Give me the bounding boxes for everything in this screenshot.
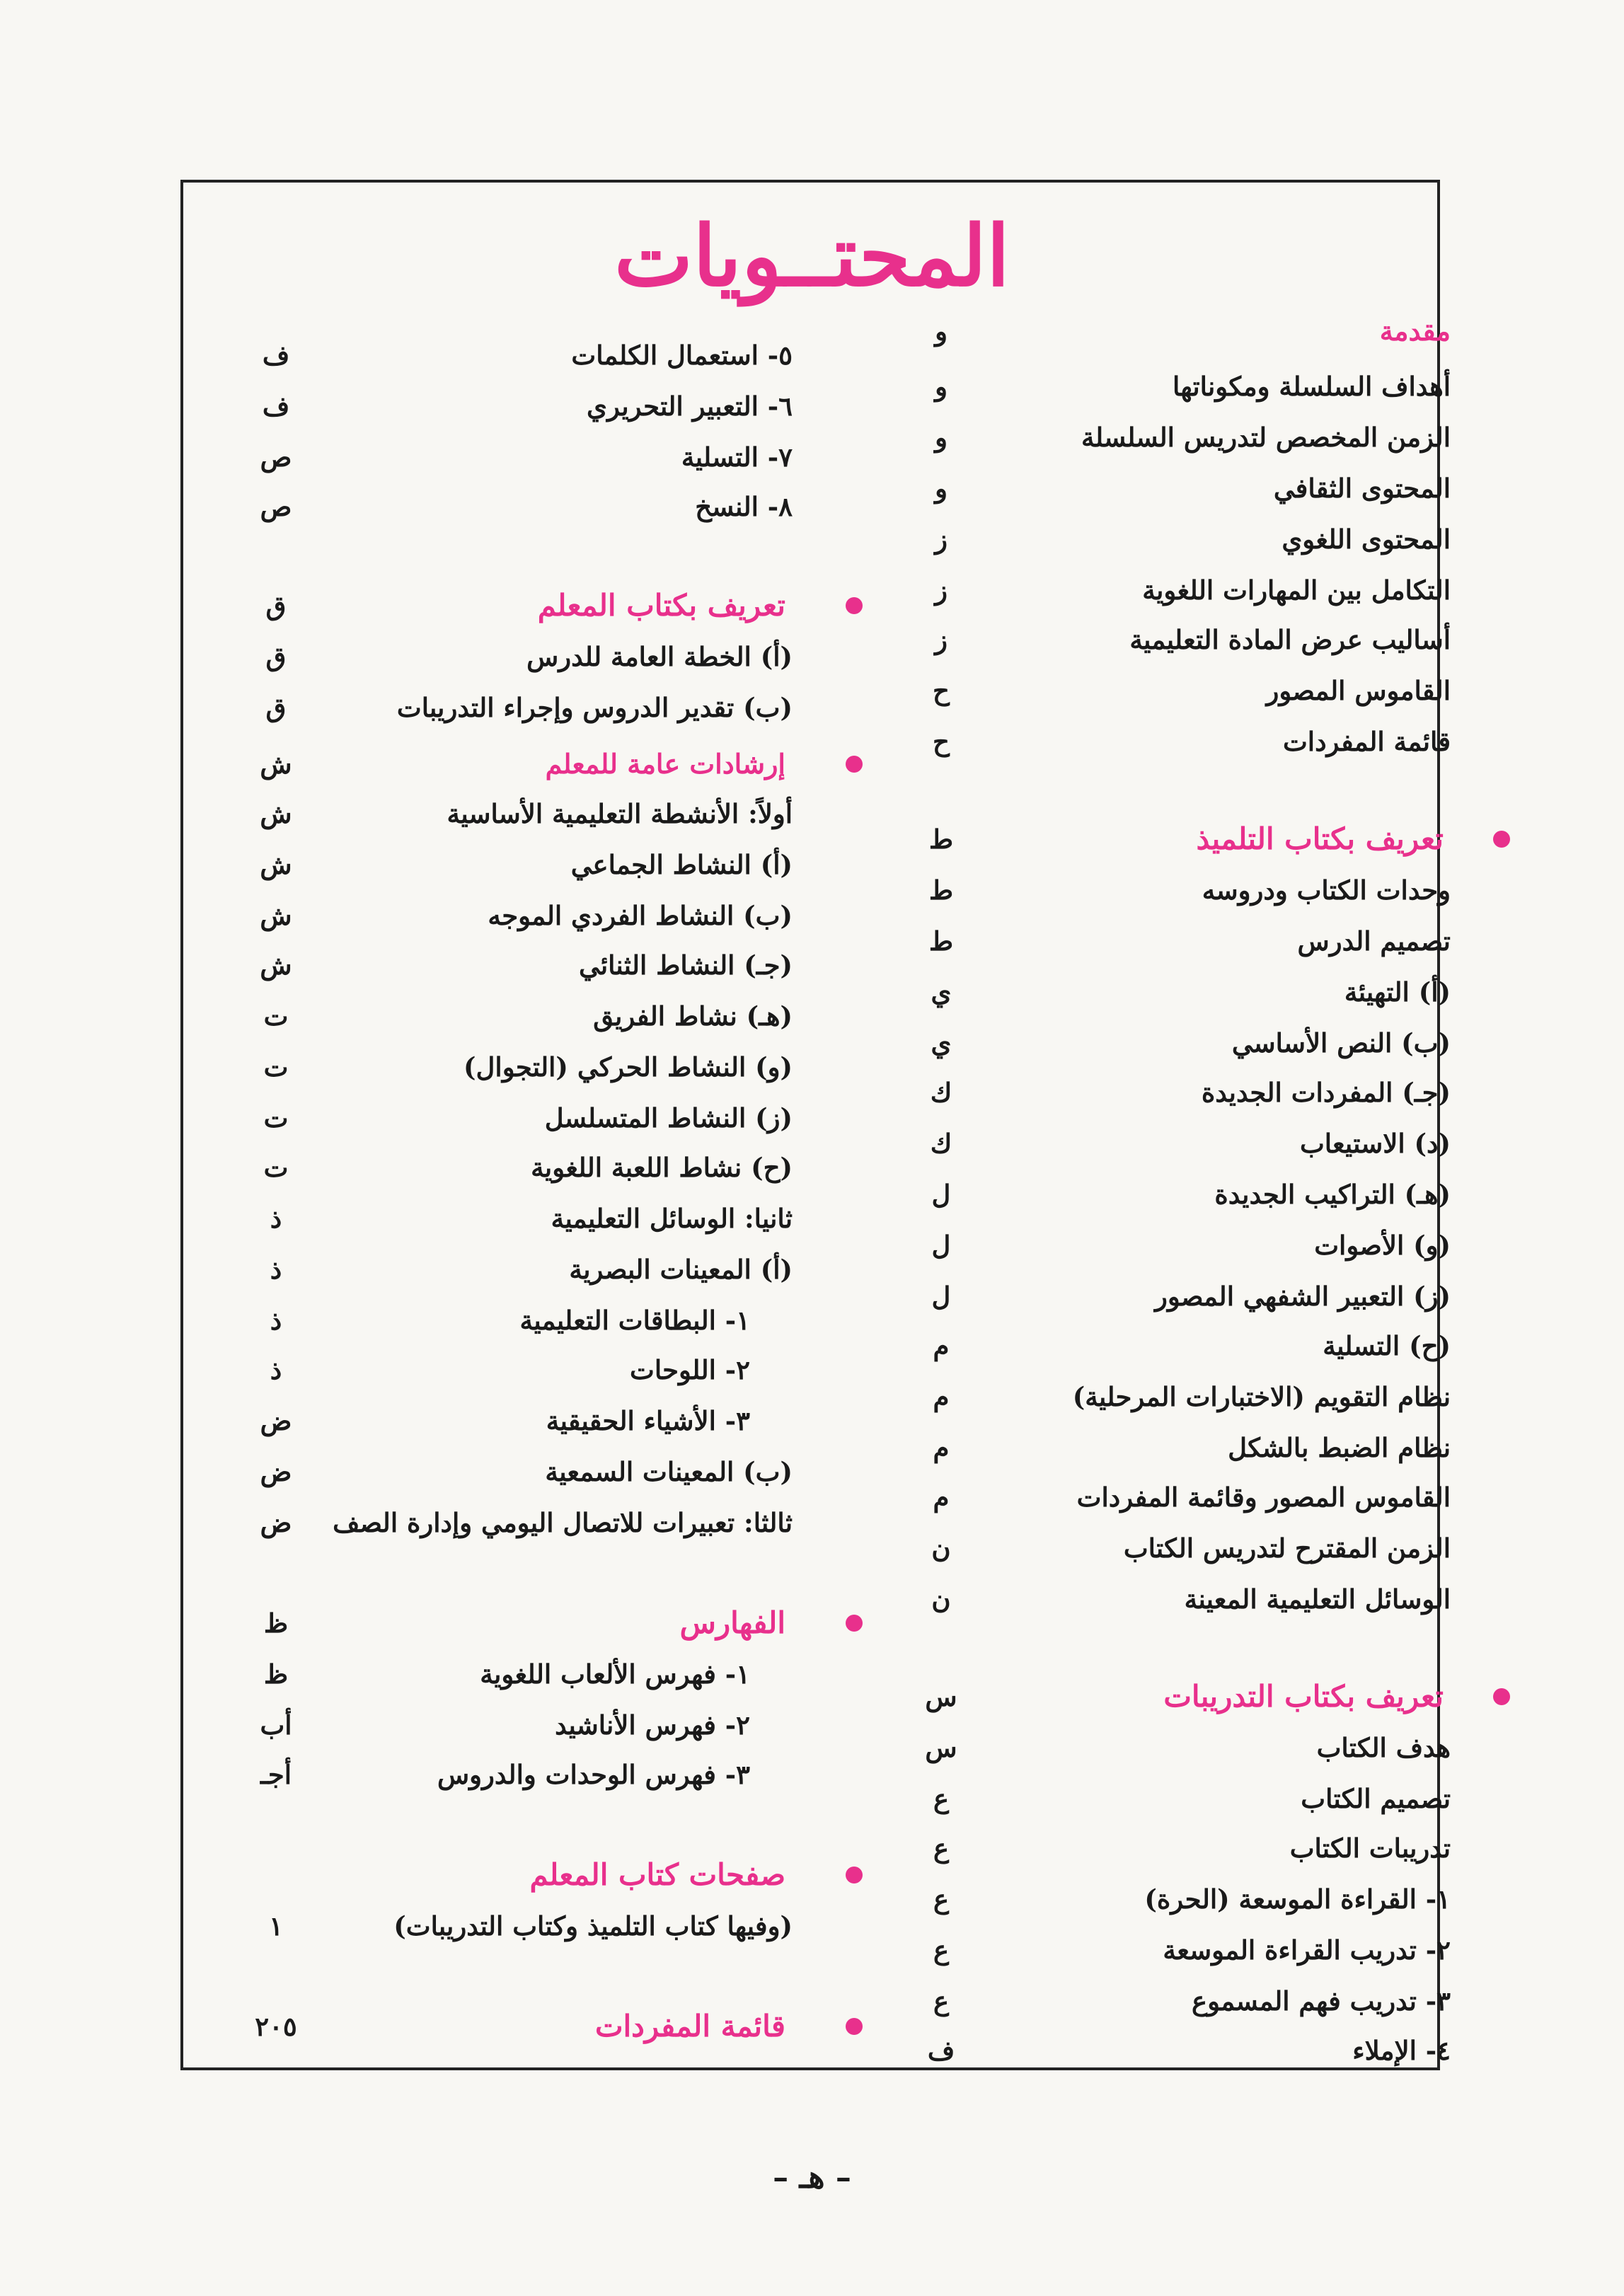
entry-title: ثالثا: تعبيرات للاتصال اليومي وإدارة الصف — [333, 1507, 793, 1538]
page-ref: ط — [928, 875, 954, 906]
page-ref: ت — [263, 1152, 289, 1183]
entry-title: الزمن المقترح لتدريس الكتاب — [1123, 1533, 1451, 1564]
entry-title: (جـ) المفردات الجديدة — [1201, 1077, 1451, 1108]
left-entry — [255, 481, 821, 532]
page-ref: ش — [260, 950, 292, 981]
entry-title: (هـ) نشاط الفريق — [593, 1000, 793, 1032]
page-ref: م — [933, 1482, 950, 1513]
left-entry — [255, 1649, 821, 1700]
page-ref: ل — [931, 1281, 951, 1312]
right-entry — [920, 565, 1458, 616]
right-entry — [920, 1169, 1458, 1220]
left-entry — [255, 1142, 821, 1193]
entry-title: صفحات كتاب المعلم — [529, 1857, 785, 1892]
right-entry — [920, 1874, 1458, 1925]
bullet-icon — [1493, 831, 1510, 848]
right-entry — [920, 1925, 1458, 1975]
entry-title: (جـ) النشاط الثنائي — [579, 950, 793, 981]
entry-title: تدريبات الكتاب — [1289, 1833, 1451, 1864]
right-entry — [920, 412, 1458, 463]
entry-title: تعريف بكتاب التلميذ — [1196, 821, 1444, 856]
right-entry — [920, 1271, 1458, 1322]
entry-title: الوسائل التعليمية المعينة — [1184, 1583, 1451, 1615]
entry-title: هدف الكتاب — [1316, 1732, 1451, 1763]
page-ref: ش — [260, 798, 292, 829]
entry-title: (ز) التعبير الشفهي المصور — [1154, 1281, 1451, 1312]
entry-title: (هـ) التراكيب الجديدة — [1214, 1179, 1451, 1210]
page-ref: ل — [931, 1230, 951, 1261]
entry-title: قائمة المفردات — [594, 2009, 785, 2043]
left-entry — [255, 1900, 821, 1951]
right-entry — [920, 967, 1458, 1017]
entry-title: الفهارس — [679, 1605, 785, 1640]
page-ref: أب — [260, 1709, 292, 1741]
left-entry — [255, 890, 821, 941]
left-entry — [255, 1092, 821, 1143]
entry-title: ٤- الإملاء — [1352, 2035, 1451, 2066]
right-entry — [920, 1371, 1458, 1422]
page-ref: ذ — [270, 1254, 282, 1285]
right-entry — [920, 716, 1458, 767]
page-ref: ظ — [263, 1658, 289, 1690]
right-entry — [920, 1975, 1458, 2026]
entry-title: (ح) التسلية — [1323, 1330, 1451, 1361]
left-entry — [255, 1295, 821, 1346]
page-ref: و — [935, 473, 948, 504]
right-entry — [920, 1722, 1458, 1773]
entry-title: التكامل بين المهارات اللغوية — [1142, 575, 1451, 606]
left-entry — [255, 2001, 821, 2052]
right-entry — [920, 1472, 1458, 1523]
page-ref: ق — [265, 590, 287, 621]
entry-title: ٢- تدريب القراءة الموسعة — [1163, 1934, 1451, 1966]
page-ref: ف — [262, 391, 290, 422]
entry-title: أساليب عرض المادة التعليمية — [1129, 624, 1451, 655]
page-title: المحتــويات — [614, 207, 1010, 305]
page-ref: ذ — [270, 1305, 282, 1336]
entry-title: تصميم الكتاب — [1301, 1783, 1451, 1814]
left-entry — [255, 631, 821, 682]
page-ref: ت — [263, 1000, 289, 1032]
page-ref: ذ — [270, 1203, 282, 1234]
page-ref: ز — [935, 624, 948, 655]
right-entry — [920, 665, 1458, 716]
page-ref: ذ — [270, 1354, 282, 1385]
right-entry — [920, 1320, 1458, 1371]
page-ref: ق — [265, 641, 287, 672]
entry-title: ٨- النسخ — [695, 491, 793, 522]
entry-title: المحتوى الثقافي — [1273, 473, 1451, 504]
page-ref: ع — [933, 1783, 950, 1814]
page-ref: و — [935, 316, 948, 347]
page-ref: ز — [935, 524, 948, 555]
left-entry — [255, 940, 821, 991]
left-entry — [255, 381, 821, 432]
left-entry — [255, 1042, 821, 1092]
entry-title: ٥- استعمال الكلمات — [571, 340, 793, 371]
entry-title: (ح) نشاط اللعبة اللغوية — [531, 1152, 793, 1183]
entry-title: ٦- التعبير التحريري — [587, 391, 793, 422]
left-entry — [255, 991, 821, 1042]
right-entry — [920, 614, 1458, 665]
right-entry — [920, 1773, 1458, 1824]
left-entry — [255, 1598, 821, 1649]
right-entry — [920, 814, 1458, 865]
entry-title: تصميم الدرس — [1297, 925, 1451, 957]
right-entry — [920, 463, 1458, 514]
page-ref: و — [935, 422, 948, 453]
page-ref: ن — [931, 1583, 951, 1615]
entry-title: ٣- الأشياء الحقيقية — [546, 1405, 750, 1436]
page-ref: ك — [930, 1077, 952, 1108]
left-entry — [255, 580, 821, 631]
entry-title: نظام الضبط بالشكل — [1228, 1432, 1451, 1463]
bullet-icon — [846, 1615, 863, 1632]
entry-title: (وفيها كتاب التلميذ وكتاب التدريبات) — [393, 1910, 793, 1942]
entry-title: أهداف السلسلة ومكوناتها — [1173, 371, 1451, 402]
page-ref: ط — [928, 925, 954, 957]
left-entry — [255, 682, 821, 733]
entry-title: (ب) النشاط الفردي الموجه — [488, 900, 793, 931]
right-entry — [920, 361, 1458, 412]
entry-title: إرشادات عامة للمعلم — [545, 748, 785, 780]
page-ref: ت — [263, 1051, 289, 1083]
page-ref: ض — [260, 1456, 292, 1487]
entry-title: تعريف بكتاب التدريبات — [1163, 1679, 1444, 1714]
entry-title: (أ) التهيئة — [1344, 976, 1451, 1008]
entry-title: (و) النشاط الحركي (التجوال) — [463, 1051, 793, 1083]
page-ref: ف — [927, 2035, 955, 2066]
page-ref: و — [935, 371, 948, 402]
page-ref: ض — [260, 1405, 292, 1436]
left-entry — [255, 1497, 821, 1548]
page-ref: ي — [931, 976, 952, 1008]
page-ref: ت — [263, 1102, 289, 1133]
entry-title: ٢- فهرس الأناشيد — [555, 1709, 750, 1741]
page-ref: ق — [265, 692, 287, 723]
left-entry — [255, 1850, 821, 1900]
entry-title: مقدمة — [1379, 315, 1451, 347]
page-ref: ١ — [269, 1910, 283, 1942]
page-ref: م — [933, 1330, 950, 1361]
entry-title: ٣- تدريب فهم المسموع — [1192, 1985, 1451, 2017]
left-entry — [255, 788, 821, 839]
right-entry — [920, 1523, 1458, 1574]
entry-title: (ز) النشاط المتسلسل — [544, 1102, 793, 1133]
page-ref: ع — [933, 1833, 950, 1864]
entry-title: (أ) النشاط الجماعي — [570, 849, 793, 880]
bullet-icon — [846, 2018, 863, 2035]
page-number: – هـ – — [773, 2159, 851, 2196]
page-ref: ض — [260, 1507, 292, 1538]
left-entry — [255, 1446, 821, 1497]
right-entry — [920, 306, 1458, 357]
page-ref: ح — [933, 726, 950, 757]
page-ref: ش — [260, 900, 292, 931]
entry-title: (و) الأصوات — [1314, 1230, 1451, 1261]
page-ref: م — [933, 1432, 950, 1463]
left-entry — [255, 1193, 821, 1244]
entry-title: ٧- التسلية — [681, 442, 793, 473]
page-ref: ع — [933, 1883, 950, 1915]
entry-title: ٢- اللوحات — [629, 1354, 750, 1385]
left-entry — [255, 432, 821, 483]
entry-title: (أ) الخطة العامة للدرس — [526, 641, 793, 672]
left-entry — [255, 739, 821, 790]
right-entry — [920, 1671, 1458, 1722]
left-entry — [255, 1344, 821, 1395]
entry-title: الزمن المخصص لتدريس السلسلة — [1081, 422, 1451, 453]
page-ref: ف — [262, 340, 290, 371]
entry-title: (أ) المعينات البصرية — [569, 1254, 793, 1285]
entry-title: المحتوى اللغوي — [1282, 524, 1451, 555]
right-entry — [920, 1017, 1458, 1068]
entry-title: (د) الاستيعاب — [1299, 1128, 1451, 1159]
entry-title: القاموس المصور — [1266, 675, 1451, 706]
page-ref: ن — [931, 1533, 951, 1564]
page-ref: ز — [935, 575, 948, 606]
entry-title: قائمة المفردات — [1282, 726, 1451, 757]
right-entry — [920, 1067, 1458, 1118]
left-entry — [255, 1395, 821, 1446]
entry-title: (ب) المعينات السمعية — [545, 1456, 793, 1487]
entry-title: ١- فهرس الألعاب اللغوية — [480, 1658, 750, 1690]
page-ref: ي — [931, 1027, 952, 1058]
entry-title: ٣- فهرس الوحدات والدروس — [437, 1759, 750, 1790]
right-entry — [920, 1220, 1458, 1271]
right-entry — [920, 1823, 1458, 1874]
entry-title: تعريف بكتاب المعلم — [537, 588, 785, 623]
left-entry — [255, 1244, 821, 1295]
entry-title: ١- البطاقات التعليمية — [519, 1305, 750, 1336]
bullet-icon — [846, 756, 863, 773]
left-entry — [255, 330, 821, 381]
page-ref: ظ — [263, 1608, 289, 1639]
entry-title: أولاً: الأنشطة التعليمية الأساسية — [447, 798, 793, 829]
left-entry — [255, 1749, 821, 1800]
left-entry — [255, 1700, 821, 1750]
right-entry — [920, 916, 1458, 967]
page-ref: ص — [260, 442, 292, 473]
page-ref: أجـ — [260, 1759, 292, 1790]
entry-title: وحدات الكتاب ودروسه — [1202, 875, 1451, 906]
page-ref: ح — [933, 675, 950, 706]
right-entry — [920, 865, 1458, 916]
page-ref: ش — [260, 849, 292, 880]
page-ref: م — [933, 1381, 950, 1412]
entry-title: (ب) النص الأساسي — [1231, 1027, 1451, 1058]
page-ref: ط — [928, 824, 954, 855]
entry-title: ١- القراءة الموسعة (الحرة) — [1144, 1883, 1451, 1915]
page-ref: ص — [260, 491, 292, 522]
right-entry — [920, 1422, 1458, 1473]
right-entry — [920, 514, 1458, 565]
entry-title: القاموس المصور وقائمة المفردات — [1076, 1482, 1451, 1513]
right-entry — [920, 2025, 1458, 2076]
page-ref: س — [925, 1732, 957, 1763]
page-ref: ك — [930, 1128, 952, 1159]
page-ref: ع — [933, 1934, 950, 1966]
bullet-icon — [846, 597, 863, 614]
bullet-icon — [846, 1867, 863, 1883]
entry-title: نظام التقويم (الاختبارات المرحلية) — [1072, 1381, 1451, 1412]
page-ref: ٢٠٥ — [255, 2011, 297, 2042]
left-entry — [255, 839, 821, 890]
right-entry — [920, 1574, 1458, 1625]
page-ref: ع — [933, 1985, 950, 2017]
bullet-icon — [1493, 1688, 1510, 1705]
right-entry — [920, 1118, 1458, 1169]
entry-title: (ب) تقدير الدروس وإجراء التدريبات — [396, 692, 793, 723]
page-ref: ل — [931, 1179, 951, 1210]
entry-title: ثانيا: الوسائل التعليمية — [551, 1203, 793, 1234]
page-ref: س — [925, 1681, 957, 1712]
page-ref: ش — [260, 749, 292, 780]
